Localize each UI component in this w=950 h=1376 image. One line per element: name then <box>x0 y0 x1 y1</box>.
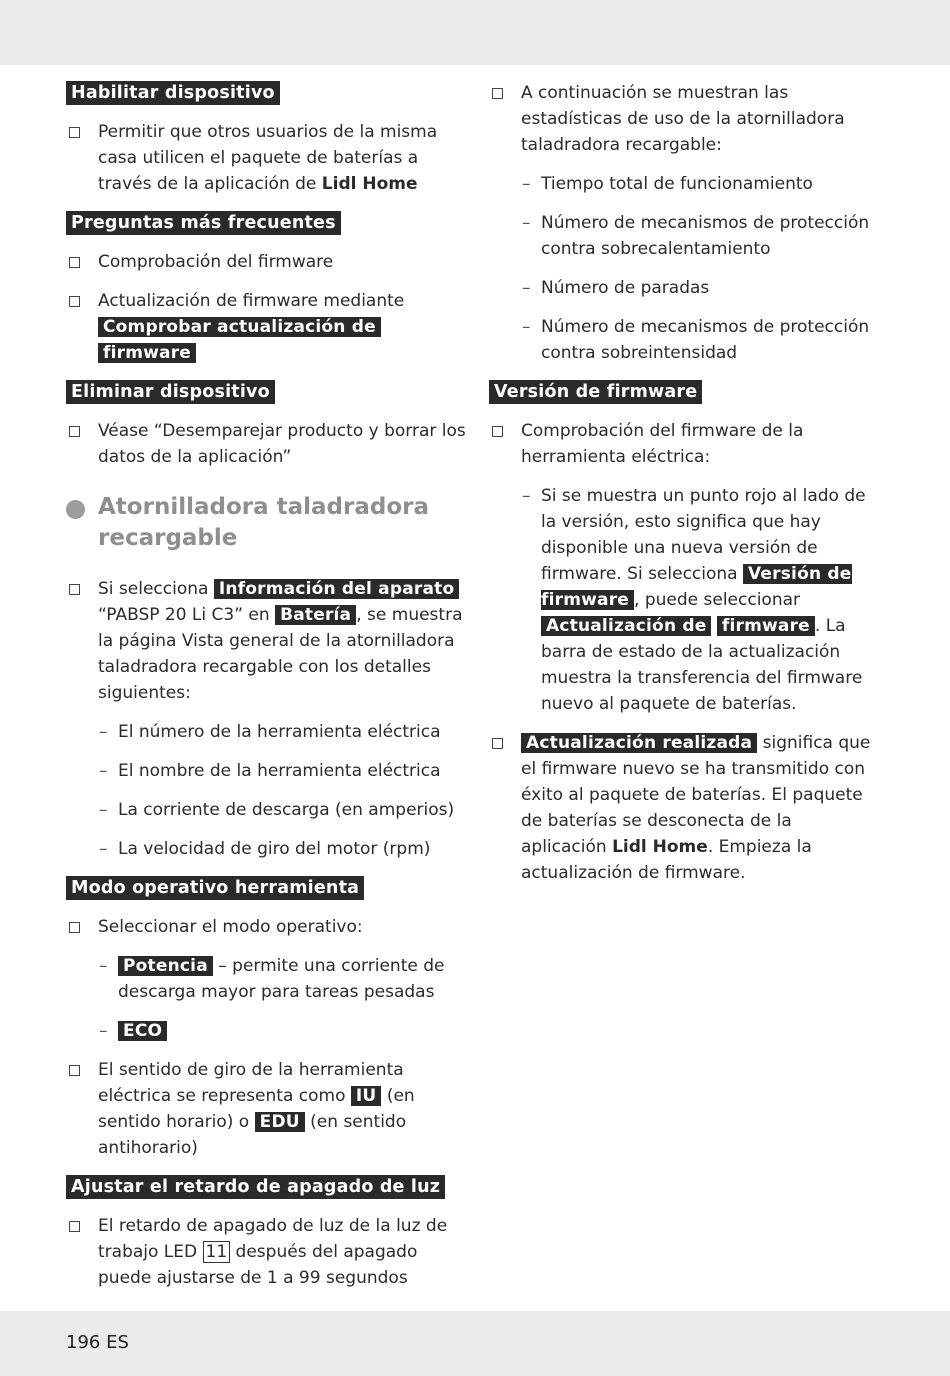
heading-preguntas <box>66 210 466 236</box>
heading-version <box>489 379 879 405</box>
dash-item <box>66 758 466 784</box>
list-item <box>489 80 879 158</box>
item-text: después del apagado puede ajustarse de 1 a 99 segundos <box>98 1242 418 1288</box>
ui-label: Potencia <box>118 956 213 976</box>
item-text: (en sentido horario) o <box>98 1086 415 1132</box>
list-item <box>66 119 466 197</box>
dash-icon: – <box>522 174 531 194</box>
item-text: Si se muestra un punto rojo al lado de la versión, esto significa que hay disponible una nueva versión de firmware. Si selecciona <box>541 486 866 584</box>
checkbox-icon <box>69 922 80 933</box>
item-text: El sentido de giro de la herramienta eléctrica se representa como <box>98 1060 404 1106</box>
item-text: Véase “Desemparejar producto y borrar los datos de la aplicación” <box>98 421 466 467</box>
list-item <box>66 914 466 940</box>
heading-label: Versión de firmware <box>489 380 702 404</box>
item-text: Número de paradas <box>541 278 710 298</box>
item-text: Tiempo total de funcionamiento <box>541 174 813 194</box>
checkbox-icon <box>69 426 80 437</box>
checkbox-icon <box>69 127 80 138</box>
item-text: significa que el firmware nuevo se ha transmitido con éxito al paquete de baterías. El paquete de baterías se desconecta de la aplicación <box>521 733 871 857</box>
ui-label: Actualización realizada <box>521 733 757 753</box>
dash-item <box>66 836 466 862</box>
ui-label: ECO <box>118 1021 167 1041</box>
ui-label: Comprobar actualización de <box>98 317 381 337</box>
ui-label: Actualización de <box>541 616 711 636</box>
checkbox-icon <box>69 257 80 268</box>
checkbox-icon <box>492 88 503 99</box>
dash-item <box>66 719 466 745</box>
item-text: La velocidad de giro del motor (rpm) <box>118 839 431 859</box>
heading-retardo <box>66 1174 466 1200</box>
dash-icon: – <box>99 761 108 781</box>
bullet-dot-icon <box>66 500 85 519</box>
heading-label: Ajustar el retardo de apagado de luz <box>66 1175 445 1199</box>
list-item <box>66 418 466 470</box>
item-text: – permite una corriente de descarga mayor para tareas pesadas <box>118 956 445 1002</box>
heading-label: Preguntas más frecuentes <box>66 211 341 235</box>
list-item <box>66 1213 466 1291</box>
ui-label: Información del aparato <box>214 579 460 599</box>
dash-item <box>66 797 466 823</box>
dash-icon: – <box>522 486 531 506</box>
checkbox-icon <box>69 1065 80 1076</box>
item-text: (en sentido antihorario) <box>98 1112 407 1158</box>
dash-item <box>489 210 879 262</box>
item-text: Actualización de firmware mediante <box>98 291 405 311</box>
item-text: El retardo de apagado de luz de la luz de trabajo LED <box>98 1216 448 1262</box>
item-text: , se muestra la página Vista general de la atornilladora taladradora recargable con los detalles siguientes: <box>98 605 463 703</box>
dash-icon: – <box>522 317 531 337</box>
item-text: Si selecciona <box>98 579 214 599</box>
heading-label: Eliminar dispositivo <box>66 380 275 404</box>
bottom-band <box>0 1311 950 1376</box>
bold-text: Lidl Home <box>321 174 418 194</box>
item-text: . Empieza la actualización de firmware. <box>521 837 812 883</box>
item-text: Comprobación del firmware de la herramienta eléctrica: <box>521 421 804 467</box>
ui-label: Versión de firmware <box>541 564 852 610</box>
bold-text: Lidl Home <box>612 837 708 857</box>
ui-label: EDU <box>255 1112 305 1132</box>
dash-icon: – <box>99 956 108 976</box>
heading-eliminar <box>66 379 466 405</box>
page-number: 196 ES <box>66 1332 129 1353</box>
item-text: Seleccionar el modo operativo: <box>98 917 363 937</box>
item-text: . La barra de estado de la actualización muestra la transferencia del firmware nuevo al paquete de baterías. <box>541 616 863 714</box>
list-item <box>66 1057 466 1161</box>
ui-label: firmware <box>98 343 196 363</box>
ui-label: IU <box>351 1086 382 1106</box>
dash-item <box>489 314 879 366</box>
dash-item <box>489 275 879 301</box>
item-text: Permitir que otros usuarios de la misma casa utilicen el paquete de baterías a través de la aplicación de <box>98 122 438 194</box>
left-column <box>66 80 466 1304</box>
item-text: A continuación se muestran las estadísticas de uso de la atornilladora taladradora recargable: <box>521 83 845 155</box>
item-text: El número de la herramienta eléctrica <box>118 722 441 742</box>
dash-icon: – <box>99 839 108 859</box>
item-text: Número de mecanismos de protección contra sobreintensidad <box>541 317 870 363</box>
heading-habilitar <box>66 80 466 106</box>
item-text: Comprobación del firmware <box>98 252 334 272</box>
right-column <box>489 80 879 899</box>
top-band <box>0 0 950 65</box>
dash-icon: – <box>99 800 108 820</box>
checkbox-icon <box>492 738 503 749</box>
section-title-text: Atornilladora taladradora recargable <box>98 494 429 551</box>
heading-label: Modo operativo herramienta <box>66 876 364 900</box>
dash-item <box>489 483 879 717</box>
dash-icon: – <box>522 278 531 298</box>
list-item <box>66 249 466 275</box>
checkbox-icon <box>69 584 80 595</box>
ui-label: firmware <box>717 616 815 636</box>
checkbox-icon <box>69 296 80 307</box>
dash-icon: – <box>99 722 108 742</box>
ui-label: Batería <box>275 605 356 625</box>
item-text: “PABSP 20 Li C3” en <box>98 605 276 625</box>
list-item <box>66 576 466 706</box>
heading-modo <box>66 875 466 901</box>
checkbox-icon <box>492 426 503 437</box>
dash-icon: – <box>99 1021 108 1041</box>
part-reference-number: 11 <box>203 1241 231 1263</box>
section-title <box>66 492 466 554</box>
item-text: , puede seleccionar <box>634 590 800 610</box>
checkbox-icon <box>69 1221 80 1232</box>
dash-item <box>66 953 466 1005</box>
item-text: El nombre de la herramienta eléctrica <box>118 761 441 781</box>
item-text: Número de mecanismos de protección contra sobrecalentamiento <box>541 213 870 259</box>
item-text: La corriente de descarga (en amperios) <box>118 800 455 820</box>
list-item <box>66 288 466 366</box>
dash-icon: – <box>522 213 531 233</box>
dash-item <box>66 1018 466 1044</box>
dash-item <box>489 171 879 197</box>
heading-label: Habilitar dispositivo <box>66 81 280 105</box>
list-item <box>489 418 879 470</box>
list-item <box>489 730 879 886</box>
